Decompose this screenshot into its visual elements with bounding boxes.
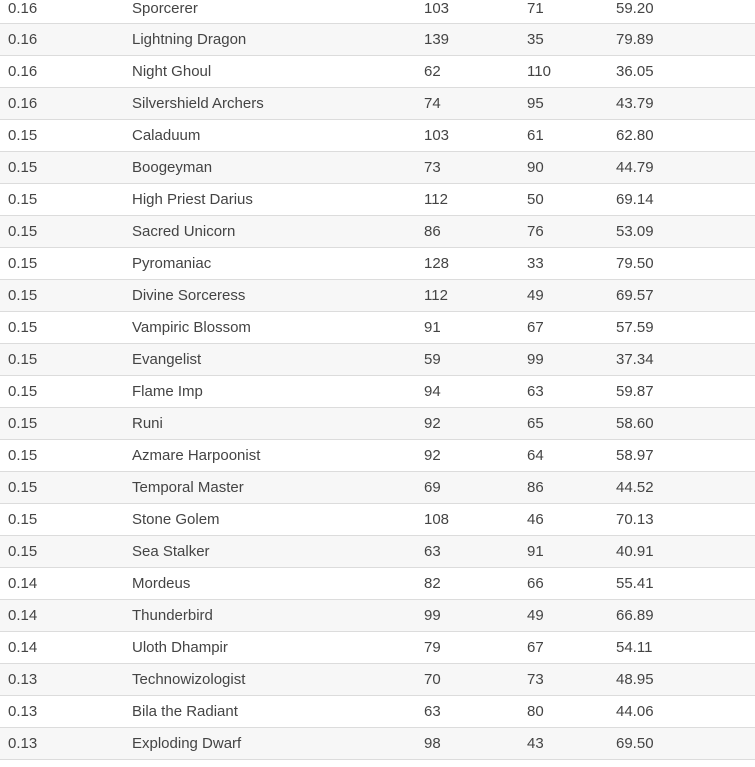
win-rate-cell: 66.89	[616, 600, 755, 632]
usage-cell: 0.15	[0, 408, 132, 440]
usage-cell: 0.16	[0, 88, 132, 120]
win-rate-cell: 58.97	[616, 440, 755, 472]
card-name-cell: Silvershield Archers	[132, 88, 424, 120]
card-name-cell: Mordeus	[132, 568, 424, 600]
wins-cell: 63	[424, 536, 527, 568]
table-row	[0, 376, 755, 408]
win-rate-cell: 48.95	[616, 664, 755, 696]
usage-cell: 0.15	[0, 504, 132, 536]
wins-cell: 128	[424, 248, 527, 280]
usage-cell: 0.13	[0, 696, 132, 728]
win-rate-cell: 54.11	[616, 632, 755, 664]
wins-cell: 103	[424, 0, 527, 24]
table-row	[0, 24, 755, 56]
losses-cell: 64	[527, 440, 616, 472]
card-name-cell: Uloth Dhampir	[132, 632, 424, 664]
card-name-cell: Sacred Unicorn	[132, 216, 424, 248]
table-row	[0, 408, 755, 440]
usage-cell: 0.16	[0, 24, 132, 56]
wins-cell: 59	[424, 344, 527, 376]
card-name-cell: Sea Stalker	[132, 536, 424, 568]
win-rate-cell: 36.05	[616, 56, 755, 88]
win-rate-cell: 57.59	[616, 312, 755, 344]
wins-cell: 98	[424, 728, 527, 760]
table-row	[0, 152, 755, 184]
usage-cell: 0.13	[0, 728, 132, 760]
win-rate-cell: 69.50	[616, 728, 755, 760]
win-rate-cell: 79.89	[616, 24, 755, 56]
win-rate-cell: 69.14	[616, 184, 755, 216]
losses-cell: 90	[527, 152, 616, 184]
wins-cell: 91	[424, 312, 527, 344]
usage-cell: 0.14	[0, 632, 132, 664]
wins-cell: 74	[424, 88, 527, 120]
usage-cell: 0.15	[0, 376, 132, 408]
card-name-cell: Technowizologist	[132, 664, 424, 696]
usage-cell: 0.15	[0, 216, 132, 248]
card-name-cell: Stone Golem	[132, 504, 424, 536]
losses-cell: 73	[527, 664, 616, 696]
table-row	[0, 344, 755, 376]
wins-cell: 73	[424, 152, 527, 184]
card-name-cell: High Priest Darius	[132, 184, 424, 216]
losses-cell: 67	[527, 632, 616, 664]
usage-cell: 0.14	[0, 568, 132, 600]
table-row	[0, 248, 755, 280]
usage-cell: 0.15	[0, 312, 132, 344]
win-rate-cell: 55.41	[616, 568, 755, 600]
table-row	[0, 216, 755, 248]
card-name-cell: Azmare Harpoonist	[132, 440, 424, 472]
card-name-cell: Thunderbird	[132, 600, 424, 632]
wins-cell: 63	[424, 696, 527, 728]
win-rate-cell: 53.09	[616, 216, 755, 248]
win-rate-cell: 79.50	[616, 248, 755, 280]
losses-cell: 43	[527, 728, 616, 760]
win-rate-cell: 40.91	[616, 536, 755, 568]
usage-cell: 0.16	[0, 56, 132, 88]
card-name-cell: Runi	[132, 408, 424, 440]
wins-cell: 82	[424, 568, 527, 600]
win-rate-cell: 59.87	[616, 376, 755, 408]
table-row	[0, 280, 755, 312]
table-row	[0, 88, 755, 120]
win-rate-cell: 69.57	[616, 280, 755, 312]
card-name-cell: Divine Sorceress	[132, 280, 424, 312]
win-rate-cell: 44.52	[616, 472, 755, 504]
usage-cell: 0.15	[0, 120, 132, 152]
wins-cell: 62	[424, 56, 527, 88]
losses-cell: 86	[527, 472, 616, 504]
card-name-cell: Vampiric Blossom	[132, 312, 424, 344]
table-row	[0, 664, 755, 696]
table-row	[0, 440, 755, 472]
losses-cell: 67	[527, 312, 616, 344]
win-rate-cell: 59.20	[616, 0, 755, 24]
card-name-cell: Evangelist	[132, 344, 424, 376]
table-row	[0, 728, 755, 760]
losses-cell: 66	[527, 568, 616, 600]
wins-cell: 139	[424, 24, 527, 56]
wins-cell: 69	[424, 472, 527, 504]
table-row	[0, 600, 755, 632]
win-rate-cell: 37.34	[616, 344, 755, 376]
win-rate-cell: 43.79	[616, 88, 755, 120]
card-name-cell: Pyromaniac	[132, 248, 424, 280]
table-row	[0, 184, 755, 216]
losses-cell: 65	[527, 408, 616, 440]
table-row	[0, 56, 755, 88]
losses-cell: 49	[527, 600, 616, 632]
table-row	[0, 472, 755, 504]
card-name-cell: Exploding Dwarf	[132, 728, 424, 760]
losses-cell: 91	[527, 536, 616, 568]
card-name-cell: Lightning Dragon	[132, 24, 424, 56]
losses-cell: 61	[527, 120, 616, 152]
wins-cell: 92	[424, 408, 527, 440]
losses-cell: 76	[527, 216, 616, 248]
usage-cell: 0.15	[0, 536, 132, 568]
losses-cell: 71	[527, 0, 616, 24]
card-name-cell: Boogeyman	[132, 152, 424, 184]
wins-cell: 112	[424, 184, 527, 216]
losses-cell: 63	[527, 376, 616, 408]
wins-cell: 103	[424, 120, 527, 152]
table-row	[0, 632, 755, 664]
table-row	[0, 696, 755, 728]
wins-cell: 112	[424, 280, 527, 312]
usage-cell: 0.15	[0, 280, 132, 312]
wins-cell: 92	[424, 440, 527, 472]
card-name-cell: Temporal Master	[132, 472, 424, 504]
wins-cell: 108	[424, 504, 527, 536]
table-row	[0, 568, 755, 600]
usage-cell: 0.15	[0, 440, 132, 472]
losses-cell: 49	[527, 280, 616, 312]
usage-cell: 0.15	[0, 472, 132, 504]
wins-cell: 79	[424, 632, 527, 664]
table-row	[0, 312, 755, 344]
losses-cell: 95	[527, 88, 616, 120]
card-name-cell: Bila the Radiant	[132, 696, 424, 728]
usage-cell: 0.14	[0, 600, 132, 632]
losses-cell: 80	[527, 696, 616, 728]
table-row	[0, 0, 755, 24]
wins-cell: 86	[424, 216, 527, 248]
table-row	[0, 504, 755, 536]
table-row	[0, 536, 755, 568]
losses-cell: 33	[527, 248, 616, 280]
usage-cell: 0.15	[0, 248, 132, 280]
wins-cell: 70	[424, 664, 527, 696]
wins-cell: 94	[424, 376, 527, 408]
losses-cell: 35	[527, 24, 616, 56]
losses-cell: 110	[527, 56, 616, 88]
wins-cell: 99	[424, 600, 527, 632]
win-rate-cell: 44.79	[616, 152, 755, 184]
win-rate-cell: 70.13	[616, 504, 755, 536]
card-name-cell: Caladuum	[132, 120, 424, 152]
win-rate-cell: 58.60	[616, 408, 755, 440]
usage-cell: 0.13	[0, 664, 132, 696]
win-rate-cell: 62.80	[616, 120, 755, 152]
usage-cell: 0.15	[0, 152, 132, 184]
card-name-cell: Flame Imp	[132, 376, 424, 408]
win-rate-cell: 44.06	[616, 696, 755, 728]
losses-cell: 99	[527, 344, 616, 376]
card-name-cell: Night Ghoul	[132, 56, 424, 88]
usage-cell: 0.15	[0, 344, 132, 376]
losses-cell: 46	[527, 504, 616, 536]
usage-cell: 0.15	[0, 184, 132, 216]
table-row	[0, 120, 755, 152]
losses-cell: 50	[527, 184, 616, 216]
usage-cell: 0.16	[0, 0, 132, 24]
card-name-cell: Sporcerer	[132, 0, 424, 24]
